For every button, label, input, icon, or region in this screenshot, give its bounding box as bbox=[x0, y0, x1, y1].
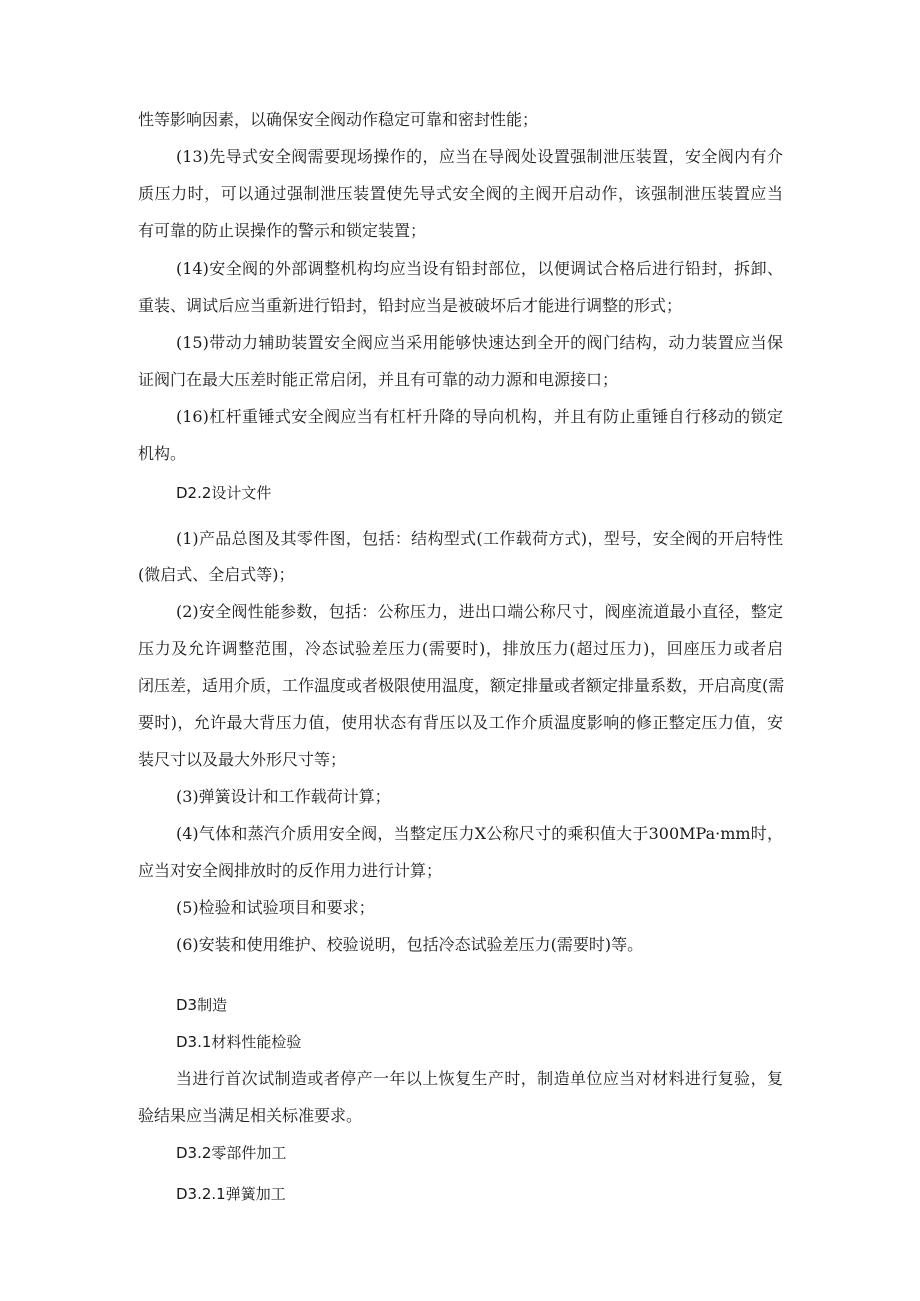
paragraph-line: (16)杠杆重锤式安全阀应当有杠杆升降的导向机构，并且有防止重锤自行移动的锁定 bbox=[176, 407, 783, 426]
paragraph-line: (微启式、全启式等)； bbox=[138, 565, 295, 584]
paragraph-line: (2)安全阀性能参数，包括：公称压力，进出口端公称尺寸，阀座流道最小直径，整定 bbox=[176, 602, 783, 621]
paragraph-line: 质压力时，可以通过强制泄压装置使先导式安全阀的主阀开启动作，该强制泄压装置应当 bbox=[138, 184, 783, 203]
section-heading: D2.2设计文件 bbox=[176, 484, 272, 502]
subsection-heading: D3.2零部件加工 bbox=[176, 1144, 287, 1162]
paragraph-line: (13)先导式安全阀需要现场操作的，应当在导阀处设置强制泄压装置，安全阀内有介 bbox=[176, 147, 783, 166]
paragraph-line: 机构。 bbox=[138, 444, 187, 463]
paragraph-line: 重装、调试后应当重新进行铅封，铅封应当是被破坏后才能进行调整的形式； bbox=[138, 296, 683, 315]
paragraph-line: (6)安装和使用维护、校验说明，包括冷态试验差压力(需要时)等。 bbox=[176, 935, 644, 954]
subsection-heading: D3.1材料性能检验 bbox=[176, 1033, 302, 1051]
paragraph-line: 压力及允许调整范围，冷态试验差压力(需要时)，排放压力(超过压力)，回座压力或者启 bbox=[138, 639, 783, 658]
paragraph-line: 闭压差，适用介质，工作温度或者极限使用温度，额定排量或者额定排量系数，开启高度(需 bbox=[138, 676, 785, 695]
subsection-heading: D3.2.1弹簧加工 bbox=[176, 1185, 286, 1203]
paragraph-line: 证阀门在最大压差时能正常启闭，并且有可靠的动力源和电源接口； bbox=[138, 370, 619, 389]
paragraph-line: 验结果应当满足相关标准要求。 bbox=[138, 1106, 363, 1125]
paragraph-line: (5)检验和试验项目和要求； bbox=[176, 898, 375, 917]
paragraph-line: 性等影响因素，以确保安全阀动作稳定可靠和密封性能； bbox=[138, 110, 539, 129]
paragraph-line: 装尺寸以及最大外形尺寸等； bbox=[138, 750, 347, 769]
paragraph-line: 当进行首次试制造或者停产一年以上恢复生产时，制造单位应当对材料进行复验，复 bbox=[176, 1069, 783, 1088]
paragraph-line: (1)产品总图及其零件图，包括：结构型式(工作载荷方式)，型号，安全阀的开启特性 bbox=[176, 529, 783, 548]
paragraph-line: (14)安全阀的外部调整机构均应当设有铅封部位，以便调试合格后进行铅封，拆卸、 bbox=[176, 259, 783, 278]
paragraph-line: (15)带动力辅助装置安全阀应当采用能够快速达到全开的阀门结构，动力装置应当保 bbox=[176, 333, 783, 352]
paragraph-line: 有可靠的防止误操作的警示和锁定装置； bbox=[138, 221, 427, 240]
paragraph-line: (3)弹簧设计和工作载荷计算； bbox=[176, 787, 391, 806]
paragraph-line: 应当对安全阀排放时的反作用力进行计算； bbox=[138, 861, 443, 880]
paragraph-line: 要时)，允许最大背压力值，使用状态有背压以及工作介质温度影响的修正整定压力值，安 bbox=[138, 713, 783, 732]
paragraph-line: (4)气体和蒸汽介质用安全阀，当整定压力X公称尺寸的乘积值大于300MPa·mm时， bbox=[176, 824, 783, 843]
section-heading: D3制造 bbox=[176, 996, 228, 1014]
